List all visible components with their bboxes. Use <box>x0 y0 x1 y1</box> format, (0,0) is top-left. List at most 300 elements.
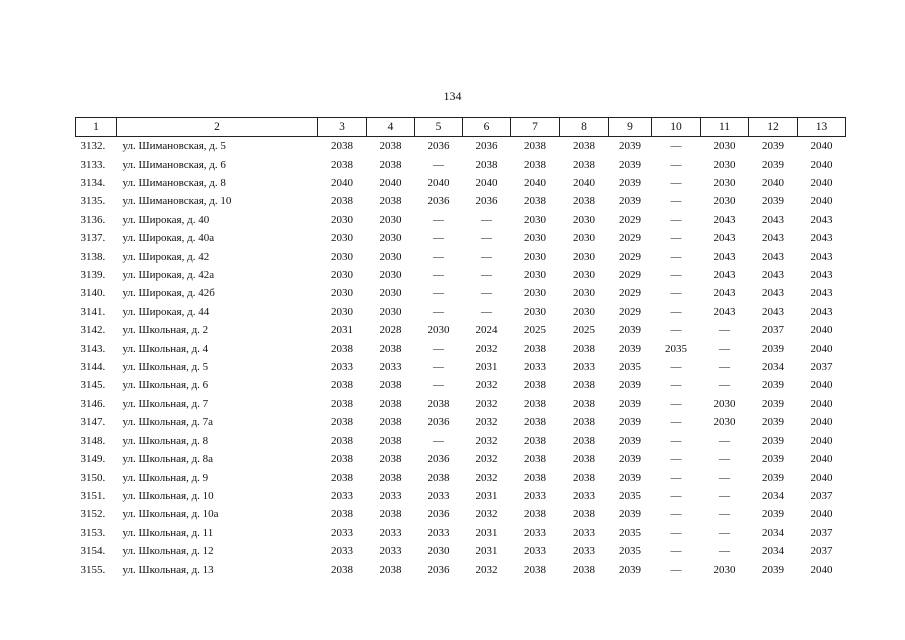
table-row <box>76 137 846 156</box>
year-cell: 2038 <box>331 379 353 392</box>
year-cell: 2029 <box>619 287 641 300</box>
year-cell: 2040 <box>810 195 833 208</box>
year-cell: 2043 <box>810 232 833 245</box>
year-cell: 2039 <box>619 158 641 171</box>
year-cell: 2038 <box>573 434 595 447</box>
year-cell: 2038 <box>524 471 546 484</box>
year-cell: 2038 <box>573 471 595 484</box>
year-cell: 2033 <box>524 526 546 539</box>
year-cell: — <box>719 545 730 558</box>
year-cell: 2038 <box>379 563 402 576</box>
year-cell: 2039 <box>619 140 641 153</box>
year-cell: 2039 <box>619 342 641 355</box>
year-cell: 2031 <box>475 545 498 558</box>
year-cell: 2030 <box>524 250 546 263</box>
year-cell: — <box>670 545 682 558</box>
address-cell: ул. Школьная, д. 4 <box>122 342 209 355</box>
table-row <box>76 155 846 173</box>
year-cell: 2034 <box>762 545 784 558</box>
table-row <box>76 303 846 321</box>
year-cell: 2040 <box>810 324 833 337</box>
year-cell: 2038 <box>379 416 402 429</box>
table-row <box>76 450 846 468</box>
row-number-cell: 3146. <box>80 397 106 410</box>
row-number-cell: 3149. <box>80 453 106 466</box>
year-cell: — <box>719 361 730 374</box>
year-cell: 2038 <box>573 158 595 171</box>
year-cell: 2030 <box>331 250 353 263</box>
year-cell: 2039 <box>762 379 784 392</box>
address-cell: ул. Широкая, д. 40а <box>122 232 215 245</box>
year-cell: — <box>433 213 444 226</box>
year-cell: — <box>719 379 730 392</box>
year-cell: 2038 <box>524 453 546 466</box>
year-cell: 2038 <box>524 342 546 355</box>
year-cell: — <box>670 563 682 576</box>
row-number-cell: 3136. <box>80 213 106 226</box>
year-cell: 2038 <box>379 195 402 208</box>
table-row <box>76 358 846 376</box>
year-cell: 2043 <box>810 269 833 282</box>
year-cell: 2025 <box>573 324 595 337</box>
address-cell: ул. Школьная, д. 12 <box>122 545 214 558</box>
year-cell: 2038 <box>331 140 353 153</box>
address-cell: ул. Школьная, д. 9 <box>122 471 209 484</box>
row-number-cell: 3154. <box>80 545 106 558</box>
year-cell: 2033 <box>573 545 595 558</box>
year-cell: — <box>670 232 682 245</box>
year-cell: 2033 <box>573 361 595 374</box>
year-cell: — <box>481 213 492 226</box>
year-cell: — <box>670 195 682 208</box>
year-cell: 2040 <box>810 453 833 466</box>
year-cell: 2029 <box>619 232 641 245</box>
year-cell: 2038 <box>331 195 353 208</box>
year-cell: 2043 <box>713 305 736 318</box>
year-cell: 2039 <box>762 342 784 355</box>
year-cell: 2039 <box>619 397 641 410</box>
year-cell: 2030 <box>379 232 402 245</box>
year-cell: 2033 <box>573 489 595 502</box>
year-cell: 2039 <box>762 508 784 521</box>
year-cell: 2029 <box>619 305 641 318</box>
year-cell: — <box>670 379 682 392</box>
year-cell: 2038 <box>379 471 402 484</box>
year-cell: 2038 <box>331 342 353 355</box>
column-header: 3 <box>318 118 367 137</box>
year-cell: 2035 <box>619 526 641 539</box>
year-cell: — <box>719 434 730 447</box>
row-number-cell: 3151. <box>80 489 106 502</box>
year-cell: — <box>719 342 730 355</box>
year-cell: 2039 <box>619 195 641 208</box>
table-row <box>76 229 846 247</box>
year-cell: 2030 <box>379 305 402 318</box>
year-cell: 2032 <box>475 416 498 429</box>
address-cell: ул. Школьная, д. 2 <box>122 324 209 337</box>
year-cell: 2034 <box>762 361 784 374</box>
table-body <box>76 137 846 579</box>
year-cell: 2038 <box>524 508 546 521</box>
year-cell: 2036 <box>427 563 450 576</box>
year-cell: 2036 <box>475 140 498 153</box>
year-cell: 2039 <box>619 471 641 484</box>
address-cell: ул. Шимановская, д. 10 <box>122 195 232 208</box>
year-cell: 2038 <box>379 508 402 521</box>
year-cell: 2040 <box>810 342 833 355</box>
address-cell: ул. Школьная, д. 13 <box>122 563 214 576</box>
year-cell: 2030 <box>524 232 546 245</box>
table-row <box>76 468 846 486</box>
page-number: 134 <box>443 89 462 103</box>
year-cell: — <box>719 324 730 337</box>
address-cell: ул. Широкая, д. 40 <box>122 213 210 226</box>
row-number-cell: 3145. <box>80 379 106 392</box>
year-cell: 2039 <box>762 140 784 153</box>
year-cell: 2030 <box>573 213 595 226</box>
year-cell: 2030 <box>331 213 353 226</box>
year-cell: 2030 <box>524 213 546 226</box>
year-cell: — <box>670 158 682 171</box>
year-cell: 2043 <box>713 287 736 300</box>
year-cell: 2039 <box>762 434 784 447</box>
year-cell: 2038 <box>379 434 402 447</box>
row-number-cell: 3142. <box>80 324 106 337</box>
year-cell: 2032 <box>475 471 498 484</box>
year-cell: 2030 <box>524 305 546 318</box>
year-cell: 2038 <box>524 158 546 171</box>
year-cell: 2033 <box>524 489 546 502</box>
year-cell: — <box>670 416 682 429</box>
table-row <box>76 284 846 302</box>
table-row <box>76 487 846 505</box>
row-number-cell: 3152. <box>80 508 106 521</box>
year-cell: 2032 <box>475 434 498 447</box>
year-cell: 2038 <box>331 434 353 447</box>
year-cell: 2031 <box>475 489 498 502</box>
year-cell: 2030 <box>379 213 402 226</box>
year-cell: 2040 <box>810 379 833 392</box>
year-cell: — <box>481 269 492 282</box>
year-cell: 2033 <box>427 526 450 539</box>
year-cell: 2033 <box>524 545 546 558</box>
column-header: 13 <box>798 118 846 137</box>
year-cell: 2037 <box>810 361 833 374</box>
year-cell: 2036 <box>427 508 450 521</box>
year-cell: 2033 <box>331 526 353 539</box>
year-cell: — <box>481 287 492 300</box>
year-cell: 2039 <box>762 453 784 466</box>
year-cell: — <box>433 269 444 282</box>
year-cell: 2030 <box>713 140 736 153</box>
year-cell: 2031 <box>331 324 353 337</box>
year-cell: 2030 <box>427 545 450 558</box>
year-cell: — <box>433 342 444 355</box>
year-cell: 2038 <box>573 379 595 392</box>
year-cell: 2036 <box>475 195 498 208</box>
year-cell: 2040 <box>810 471 833 484</box>
year-cell: 2040 <box>810 508 833 521</box>
column-header: 4 <box>367 118 415 137</box>
table-row <box>76 192 846 210</box>
column-header: 11 <box>701 118 749 137</box>
table-row <box>76 211 846 229</box>
row-number-cell: 3144. <box>80 361 106 374</box>
year-cell: 2039 <box>619 324 641 337</box>
column-header: 5 <box>415 118 463 137</box>
year-cell: 2033 <box>379 545 402 558</box>
column-header: 8 <box>560 118 609 137</box>
row-number-cell: 3134. <box>80 177 106 190</box>
table-row <box>76 542 846 560</box>
year-cell: 2030 <box>379 287 402 300</box>
address-cell: ул. Школьная, д. 10а <box>122 508 219 521</box>
year-cell: 2043 <box>713 213 736 226</box>
year-cell: 2040 <box>427 177 450 190</box>
year-cell: — <box>481 232 492 245</box>
year-cell: — <box>433 250 444 263</box>
year-cell: 2033 <box>331 361 353 374</box>
year-cell: 2030 <box>379 250 402 263</box>
year-cell: — <box>670 324 682 337</box>
year-cell: 2043 <box>713 269 736 282</box>
year-cell: 2038 <box>379 140 402 153</box>
year-cell: 2032 <box>475 508 498 521</box>
year-cell: 2038 <box>573 416 595 429</box>
table-row <box>76 505 846 523</box>
year-cell: 2032 <box>475 563 498 576</box>
year-cell: — <box>433 158 444 171</box>
year-cell: 2034 <box>762 489 784 502</box>
year-cell: 2040 <box>573 177 595 190</box>
year-cell: 2033 <box>379 361 402 374</box>
year-cell: — <box>670 489 682 502</box>
year-cell: 2039 <box>762 195 784 208</box>
year-cell: — <box>719 489 730 502</box>
year-cell: 2038 <box>379 379 402 392</box>
year-cell: — <box>433 287 444 300</box>
year-cell: 2040 <box>810 140 833 153</box>
table-row <box>76 174 846 192</box>
year-cell: 2036 <box>427 195 450 208</box>
year-cell: — <box>433 434 444 447</box>
address-cell: ул. Школьная, д. 10 <box>122 489 214 502</box>
year-cell: 2039 <box>762 416 784 429</box>
year-cell: — <box>670 397 682 410</box>
column-header: 1 <box>76 118 117 137</box>
year-cell: 2038 <box>524 434 546 447</box>
year-cell: 2043 <box>810 287 833 300</box>
year-cell: — <box>481 305 492 318</box>
year-cell: 2039 <box>619 177 641 190</box>
year-cell: 2038 <box>331 471 353 484</box>
year-cell: — <box>433 379 444 392</box>
year-cell: — <box>670 250 682 263</box>
year-cell: 2032 <box>475 453 498 466</box>
year-cell: 2030 <box>573 250 595 263</box>
year-cell: 2039 <box>619 434 641 447</box>
year-cell: 2039 <box>619 416 641 429</box>
year-cell: 2043 <box>762 305 784 318</box>
year-cell: — <box>719 526 730 539</box>
table-row <box>76 376 846 394</box>
year-cell: 2043 <box>810 305 833 318</box>
year-cell: 2030 <box>713 397 736 410</box>
register-table <box>75 117 846 579</box>
year-cell: 2030 <box>524 269 546 282</box>
address-cell: ул. Школьная, д. 8а <box>122 453 214 466</box>
year-cell: 2035 <box>665 342 687 355</box>
year-cell: 2043 <box>762 232 784 245</box>
year-cell: — <box>670 287 682 300</box>
year-cell: 2038 <box>524 195 546 208</box>
year-cell: 2031 <box>475 526 498 539</box>
year-cell: 2038 <box>573 453 595 466</box>
year-cell: — <box>433 305 444 318</box>
table-row <box>76 266 846 284</box>
year-cell: — <box>670 361 682 374</box>
table-row <box>76 413 846 431</box>
column-header: 7 <box>511 118 560 137</box>
year-cell: 2030 <box>331 305 353 318</box>
year-cell: 2033 <box>331 545 353 558</box>
row-number-cell: 3138. <box>80 250 106 263</box>
year-cell: 2043 <box>762 250 784 263</box>
year-cell: 2043 <box>713 250 736 263</box>
year-cell: 2030 <box>427 324 450 337</box>
year-cell: 2039 <box>619 379 641 392</box>
year-cell: 2035 <box>619 489 641 502</box>
year-cell: 2030 <box>524 287 546 300</box>
year-cell: 2038 <box>573 563 595 576</box>
row-number-cell: 3150. <box>80 471 106 484</box>
year-cell: 2038 <box>331 563 353 576</box>
year-cell: 2040 <box>810 397 833 410</box>
year-cell: — <box>670 269 682 282</box>
year-cell: 2038 <box>524 397 546 410</box>
year-cell: 2038 <box>379 158 402 171</box>
year-cell: — <box>670 177 682 190</box>
year-cell: 2038 <box>573 140 595 153</box>
year-cell: 2039 <box>762 158 784 171</box>
year-cell: 2030 <box>573 305 595 318</box>
year-cell: 2043 <box>713 232 736 245</box>
year-cell: 2029 <box>619 250 641 263</box>
year-cell: 2039 <box>619 453 641 466</box>
row-number-cell: 3141. <box>80 305 106 318</box>
year-cell: 2043 <box>810 250 833 263</box>
year-cell: 2040 <box>810 563 833 576</box>
year-cell: 2030 <box>331 269 353 282</box>
year-cell: 2033 <box>379 526 402 539</box>
year-cell: 2040 <box>524 177 546 190</box>
year-cell: — <box>433 361 444 374</box>
address-cell: ул. Школьная, д. 6 <box>122 379 209 392</box>
column-header: 12 <box>749 118 798 137</box>
column-header: 2 <box>117 118 318 137</box>
row-number-cell: 3143. <box>80 342 106 355</box>
year-cell: 2030 <box>713 195 736 208</box>
year-cell: 2028 <box>379 324 402 337</box>
address-cell: ул. Школьная, д. 8 <box>122 434 209 447</box>
year-cell: 2040 <box>762 177 784 190</box>
year-cell: 2030 <box>573 269 595 282</box>
year-cell: — <box>670 305 682 318</box>
year-cell: 2031 <box>475 361 498 374</box>
year-cell: 2030 <box>573 287 595 300</box>
address-cell: ул. Школьная, д. 7а <box>122 416 214 429</box>
year-cell: — <box>670 526 682 539</box>
table-row <box>76 560 846 578</box>
year-cell: 2040 <box>379 177 402 190</box>
year-cell: 2033 <box>331 489 353 502</box>
year-cell: 2033 <box>524 361 546 374</box>
year-cell: 2038 <box>524 563 546 576</box>
year-cell: — <box>670 434 682 447</box>
row-number-cell: 3137. <box>80 232 106 245</box>
column-header: 10 <box>652 118 701 137</box>
year-cell: 2043 <box>762 269 784 282</box>
year-cell: 2037 <box>810 526 833 539</box>
table-row <box>76 247 846 265</box>
year-cell: 2040 <box>331 177 353 190</box>
year-cell: 2030 <box>379 269 402 282</box>
year-cell: 2040 <box>810 158 833 171</box>
year-cell: 2024 <box>475 324 498 337</box>
year-cell: 2039 <box>762 563 784 576</box>
year-cell: 2038 <box>379 342 402 355</box>
year-cell: — <box>670 508 682 521</box>
year-cell: 2038 <box>331 158 353 171</box>
year-cell: 2030 <box>713 177 736 190</box>
row-number-cell: 3135. <box>80 195 106 208</box>
year-cell: — <box>719 453 730 466</box>
year-cell: 2035 <box>619 545 641 558</box>
header-row <box>76 118 846 137</box>
year-cell: — <box>670 213 682 226</box>
year-cell: 2030 <box>713 158 736 171</box>
table-row <box>76 395 846 413</box>
year-cell: 2032 <box>475 397 498 410</box>
year-cell: 2036 <box>427 140 450 153</box>
year-cell: 2038 <box>475 158 498 171</box>
year-cell: 2038 <box>331 397 353 410</box>
address-cell: ул. Широкая, д. 42а <box>122 269 215 282</box>
table-row <box>76 339 846 357</box>
year-cell: 2038 <box>573 397 595 410</box>
year-cell: 2038 <box>524 140 546 153</box>
year-cell: 2040 <box>810 434 833 447</box>
column-header: 9 <box>609 118 652 137</box>
address-cell: ул. Шимановская, д. 5 <box>122 140 226 153</box>
year-cell: 2040 <box>475 177 498 190</box>
column-header: 6 <box>463 118 511 137</box>
row-number-cell: 3140. <box>80 287 106 300</box>
row-number-cell: 3153. <box>80 526 106 539</box>
year-cell: 2033 <box>573 526 595 539</box>
year-cell: 2040 <box>810 416 833 429</box>
year-cell: — <box>433 232 444 245</box>
year-cell: 2029 <box>619 269 641 282</box>
year-cell: 2038 <box>427 397 450 410</box>
row-number-cell: 3148. <box>80 434 106 447</box>
year-cell: 2034 <box>762 526 784 539</box>
year-cell: 2039 <box>762 397 784 410</box>
year-cell: 2030 <box>713 416 736 429</box>
address-cell: ул. Школьная, д. 11 <box>122 526 214 539</box>
year-cell: 2030 <box>331 287 353 300</box>
year-cell: 2038 <box>573 195 595 208</box>
